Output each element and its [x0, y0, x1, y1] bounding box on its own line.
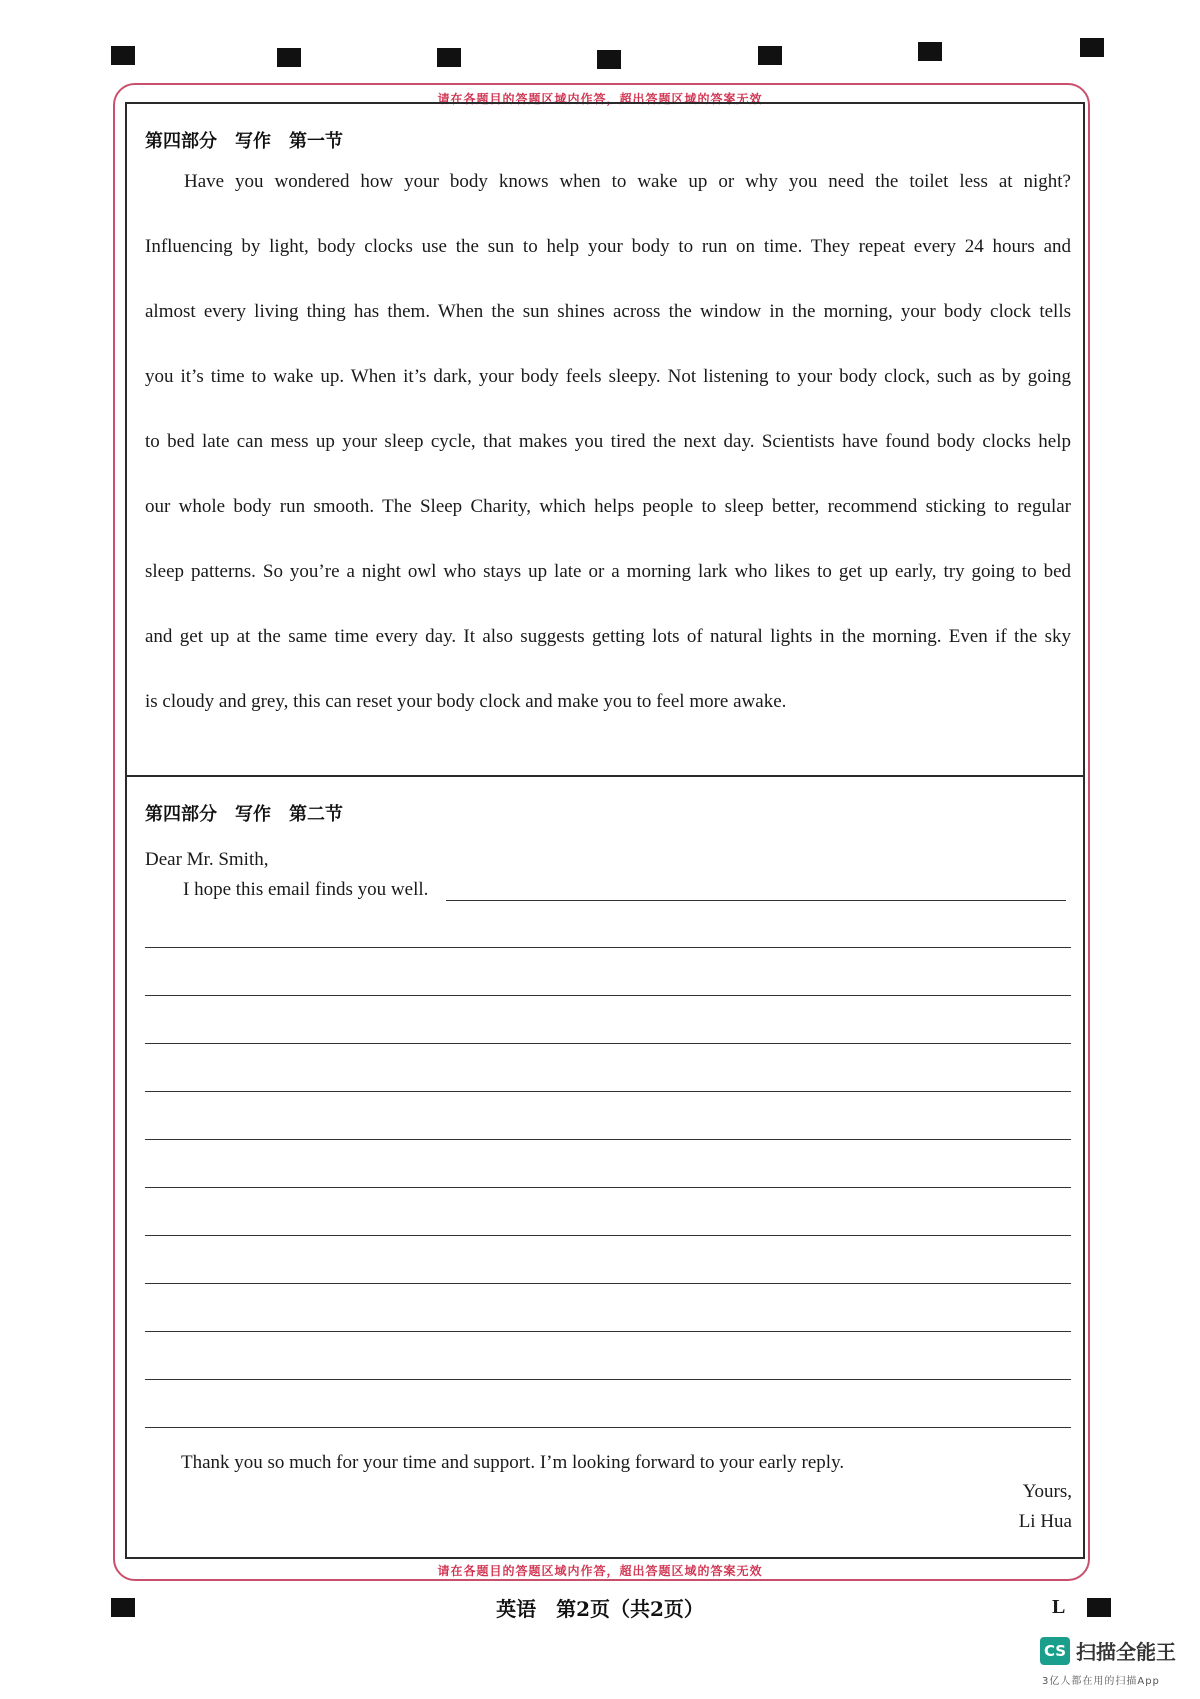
section1-title: 第四部分 写作 第一节	[145, 131, 343, 152]
essay-line: and get up at the same time every day. It also suggests getting lots of natural lights in the morning. Even if the sky	[145, 626, 1071, 647]
writing-line[interactable]	[145, 1427, 1071, 1428]
writing-line[interactable]	[145, 1091, 1071, 1092]
writing-line[interactable]	[145, 1043, 1071, 1044]
page-label: 英语 第2页（共2页）	[496, 1597, 704, 1621]
section2-title: 第四部分 写作 第二节	[145, 804, 343, 825]
letter-signature: Li Hua	[1018, 1511, 1072, 1532]
alignment-marker	[277, 48, 301, 67]
writing-line[interactable]	[145, 1379, 1071, 1380]
camscanner-logo-icon: CS	[1040, 1637, 1070, 1665]
writing-line[interactable]	[145, 947, 1071, 948]
alignment-marker	[758, 46, 782, 65]
letter-closing: Thank you so much for your time and support. I’m looking forward to your early reply.	[181, 1452, 845, 1473]
essay-line: almost every living thing has them. When the sun shines across the window in the morning, your body clock tells	[145, 301, 1071, 322]
writing-line[interactable]	[145, 995, 1071, 996]
brand-name: 扫描全能王	[1076, 1640, 1176, 1664]
scanner-watermark	[1040, 1636, 1176, 1665]
alignment-marker	[918, 42, 942, 61]
letter-opening: I hope this email finds you well.	[183, 879, 429, 900]
letter-greeting: Dear Mr. Smith,	[145, 849, 269, 870]
section-divider	[125, 775, 1085, 777]
header-notice: 请在各题目的答题区域内作答，超出答题区域的答案无效	[0, 90, 1200, 107]
essay-line: our whole body run smooth. The Sleep Charity, which helps people to sleep better, recommend sticking to regular	[145, 496, 1071, 517]
alignment-marker	[111, 46, 135, 65]
alignment-marker	[437, 48, 461, 67]
essay-line: is cloudy and grey, this can reset your body clock and make you to feel more awake.	[145, 691, 787, 712]
writing-line[interactable]	[145, 1139, 1071, 1140]
alignment-marker	[1080, 38, 1104, 57]
alignment-marker	[597, 50, 621, 69]
essay-line: to bed late can mess up your sleep cycle, that makes you tired the next day. Scientists have found body clocks help	[145, 431, 1071, 452]
writing-line[interactable]	[145, 1187, 1071, 1188]
writing-line[interactable]	[446, 900, 1066, 901]
essay-line: you it’s time to wake up. When it’s dark, your body feels sleepy. Not listening to your body clock, such as by going	[145, 366, 1071, 387]
brand-tagline: 3亿人都在用的扫描App	[1042, 1676, 1160, 1687]
footer-notice: 请在各题目的答题区域内作答，超出答题区域的答案无效	[0, 1562, 1200, 1579]
footer-mark: L	[1052, 1596, 1066, 1618]
essay-line: Influencing by light, body clocks use the sun to help your body to run on time. They repeat every 24 hours and	[145, 236, 1071, 257]
writing-line[interactable]	[145, 1235, 1071, 1236]
letter-signoff: Yours,	[1022, 1481, 1072, 1502]
essay-line: sleep patterns. So you’re a night owl who stays up late or a morning lark who likes to get up early, try going to bed	[145, 561, 1071, 582]
writing-line[interactable]	[145, 1283, 1071, 1284]
essay-line: Have you wondered how your body knows when to wake up or why you need the toilet less at night?	[184, 171, 1071, 192]
writing-line[interactable]	[145, 1331, 1071, 1332]
